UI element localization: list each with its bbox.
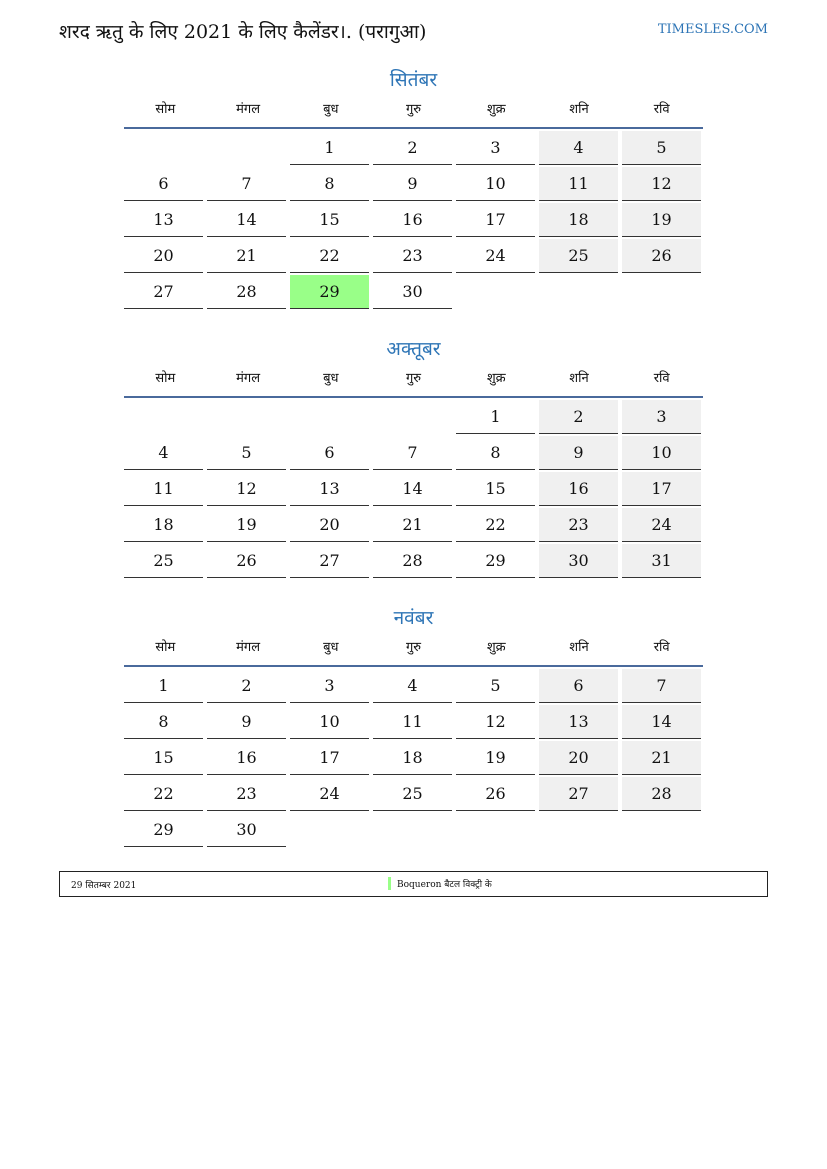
empty-cell — [622, 275, 701, 309]
day-cell[interactable]: 24 — [290, 777, 369, 811]
day-cell[interactable]: 30 — [539, 544, 618, 578]
day-cell[interactable]: 16 — [207, 741, 286, 775]
day-cell[interactable]: 16 — [373, 203, 452, 237]
day-cell[interactable]: 31 — [622, 544, 701, 578]
empty-cell — [373, 813, 452, 847]
day-cell[interactable]: 26 — [622, 239, 701, 273]
day-cell[interactable]: 7 — [373, 436, 452, 470]
day-cell[interactable]: 17 — [622, 472, 701, 506]
day-cell[interactable]: 3 — [622, 400, 701, 434]
day-cell[interactable]: 9 — [373, 167, 452, 201]
day-grid — [124, 400, 703, 580]
weekday-label: बुध — [323, 102, 339, 117]
footer-box — [59, 871, 768, 897]
day-cell[interactable]: 8 — [290, 167, 369, 201]
day-cell[interactable]: 23 — [207, 777, 286, 811]
day-cell[interactable]: 22 — [456, 508, 535, 542]
weekday-label: सोम — [155, 371, 176, 386]
month-title: सितंबर — [389, 69, 438, 91]
day-cell[interactable]: 2 — [539, 400, 618, 434]
empty-cell — [456, 275, 535, 309]
day-cell[interactable]: 29 — [456, 544, 535, 578]
day-cell[interactable]: 13 — [539, 705, 618, 739]
day-cell[interactable]: 27 — [290, 544, 369, 578]
footer-event: Boqueron बैटल विक्ट्री के — [388, 877, 492, 890]
weekday-label: शनि — [569, 102, 589, 117]
day-cell[interactable]: 11 — [124, 472, 203, 506]
day-cell[interactable]: 9 — [539, 436, 618, 470]
weekday-header — [124, 633, 703, 667]
day-cell[interactable]: 18 — [373, 741, 452, 775]
weekday-label: शनि — [569, 371, 589, 386]
day-cell[interactable]: 20 — [539, 741, 618, 775]
day-cell[interactable]: 23 — [539, 508, 618, 542]
day-cell[interactable]: 30 — [373, 275, 452, 309]
month-november — [124, 603, 703, 849]
day-cell[interactable]: 7 — [622, 669, 701, 703]
day-cell[interactable]: 27 — [539, 777, 618, 811]
day-cell[interactable]: 2 — [207, 669, 286, 703]
day-cell[interactable]: 4 — [539, 131, 618, 165]
day-cell[interactable]: 23 — [373, 239, 452, 273]
day-grid — [124, 131, 703, 311]
day-cell[interactable]: 11 — [373, 705, 452, 739]
day-cell[interactable]: 26 — [207, 544, 286, 578]
day-cell[interactable]: 27 — [124, 275, 203, 309]
page-header — [59, 18, 768, 48]
day-cell[interactable]: 15 — [456, 472, 535, 506]
day-cell[interactable]: 1 — [290, 131, 369, 165]
day-cell[interactable]: 20 — [290, 508, 369, 542]
weekday-label: शुक्र — [486, 640, 506, 655]
month-title: अक्तूबर — [386, 338, 441, 360]
weekday-label: मंगल — [236, 371, 261, 386]
weekday-label: गुरु — [405, 102, 422, 117]
empty-cell — [124, 131, 203, 165]
day-cell[interactable]: 14 — [622, 705, 701, 739]
empty-cell — [290, 813, 369, 847]
day-cell[interactable]: 12 — [207, 472, 286, 506]
day-cell[interactable]: 20 — [124, 239, 203, 273]
month-september — [124, 65, 703, 311]
day-cell[interactable]: 10 — [290, 705, 369, 739]
day-cell[interactable]: 19 — [456, 741, 535, 775]
day-cell[interactable]: 1 — [124, 669, 203, 703]
day-cell[interactable]: 3 — [456, 131, 535, 165]
day-cell[interactable]: 15 — [290, 203, 369, 237]
day-cell[interactable]: 11 — [539, 167, 618, 201]
day-cell[interactable]: 10 — [622, 436, 701, 470]
day-cell[interactable]: 7 — [207, 167, 286, 201]
day-cell[interactable]: 1 — [456, 400, 535, 434]
day-cell[interactable]: 21 — [207, 239, 286, 273]
weekday-label: रवि — [653, 102, 670, 117]
weekday-label: मंगल — [236, 102, 261, 117]
day-cell[interactable]: 28 — [373, 544, 452, 578]
day-cell[interactable]: 12 — [456, 705, 535, 739]
empty-cell — [207, 131, 286, 165]
day-cell[interactable]: 25 — [539, 239, 618, 273]
day-cell[interactable]: 18 — [124, 508, 203, 542]
day-cell[interactable]: 10 — [456, 167, 535, 201]
weekday-label: बुध — [323, 371, 339, 386]
weekday-label: गुरु — [405, 640, 422, 655]
day-cell[interactable]: 6 — [539, 669, 618, 703]
day-cell[interactable]: 8 — [456, 436, 535, 470]
day-cell[interactable]: 18 — [539, 203, 618, 237]
day-cell[interactable]: 4 — [124, 436, 203, 470]
empty-cell — [539, 813, 618, 847]
weekday-label: मंगल — [236, 640, 261, 655]
day-cell[interactable]: 15 — [124, 741, 203, 775]
day-cell[interactable]: 12 — [622, 167, 701, 201]
day-cell[interactable]: 13 — [290, 472, 369, 506]
day-cell[interactable]: 26 — [456, 777, 535, 811]
day-cell[interactable]: 17 — [290, 741, 369, 775]
weekday-label: शुक्र — [486, 102, 506, 117]
day-cell[interactable]: 24 — [622, 508, 701, 542]
day-cell[interactable]: 5 — [622, 131, 701, 165]
site-link[interactable]: TIMESLES.COM — [657, 22, 768, 37]
day-grid — [124, 669, 703, 849]
day-cell-today[interactable]: 29 — [290, 275, 369, 309]
weekday-label: सोम — [155, 640, 176, 655]
day-cell[interactable]: 28 — [207, 275, 286, 309]
weekday-header — [124, 95, 703, 129]
weekday-label: रवि — [653, 371, 670, 386]
day-cell[interactable]: 21 — [373, 508, 452, 542]
day-cell[interactable]: 24 — [456, 239, 535, 273]
empty-cell — [373, 400, 452, 434]
footer-date: 29 सितम्बर 2021 — [71, 881, 137, 891]
day-cell[interactable]: 19 — [622, 203, 701, 237]
weekday-label: सोम — [155, 102, 176, 117]
day-cell[interactable]: 25 — [373, 777, 452, 811]
day-cell[interactable]: 2 — [373, 131, 452, 165]
day-cell[interactable]: 5 — [456, 669, 535, 703]
day-cell[interactable]: 17 — [456, 203, 535, 237]
weekday-label: गुरु — [405, 371, 422, 386]
day-cell[interactable]: 22 — [290, 239, 369, 273]
day-cell[interactable]: 14 — [373, 472, 452, 506]
day-cell[interactable]: 29 — [124, 813, 203, 847]
empty-cell — [456, 813, 535, 847]
day-cell[interactable]: 16 — [539, 472, 618, 506]
empty-cell — [290, 400, 369, 434]
day-cell[interactable]: 9 — [207, 705, 286, 739]
day-cell[interactable]: 14 — [207, 203, 286, 237]
weekday-label: बुध — [323, 640, 339, 655]
day-cell[interactable]: 13 — [124, 203, 203, 237]
day-cell[interactable]: 30 — [207, 813, 286, 847]
day-cell[interactable]: 22 — [124, 777, 203, 811]
empty-cell — [539, 275, 618, 309]
day-cell[interactable]: 3 — [290, 669, 369, 703]
day-cell[interactable]: 8 — [124, 705, 203, 739]
day-cell[interactable]: 6 — [290, 436, 369, 470]
day-cell[interactable]: 25 — [124, 544, 203, 578]
day-cell[interactable]: 21 — [622, 741, 701, 775]
empty-cell — [124, 400, 203, 434]
empty-cell — [207, 400, 286, 434]
weekday-label: शुक्र — [486, 371, 506, 386]
day-cell[interactable]: 6 — [124, 167, 203, 201]
weekday-label: शनि — [569, 640, 589, 655]
page-title: शरद ऋतु के लिए 2021 के लिए कैलेंडर।. (परागुआ) — [59, 21, 427, 43]
day-cell[interactable]: 4 — [373, 669, 452, 703]
day-cell[interactable]: 28 — [622, 777, 701, 811]
weekday-label: रवि — [653, 640, 670, 655]
day-cell[interactable]: 5 — [207, 436, 286, 470]
weekday-header — [124, 364, 703, 398]
month-title: नवंबर — [393, 607, 434, 629]
day-cell[interactable]: 19 — [207, 508, 286, 542]
month-october — [124, 334, 703, 580]
empty-cell — [622, 813, 701, 847]
